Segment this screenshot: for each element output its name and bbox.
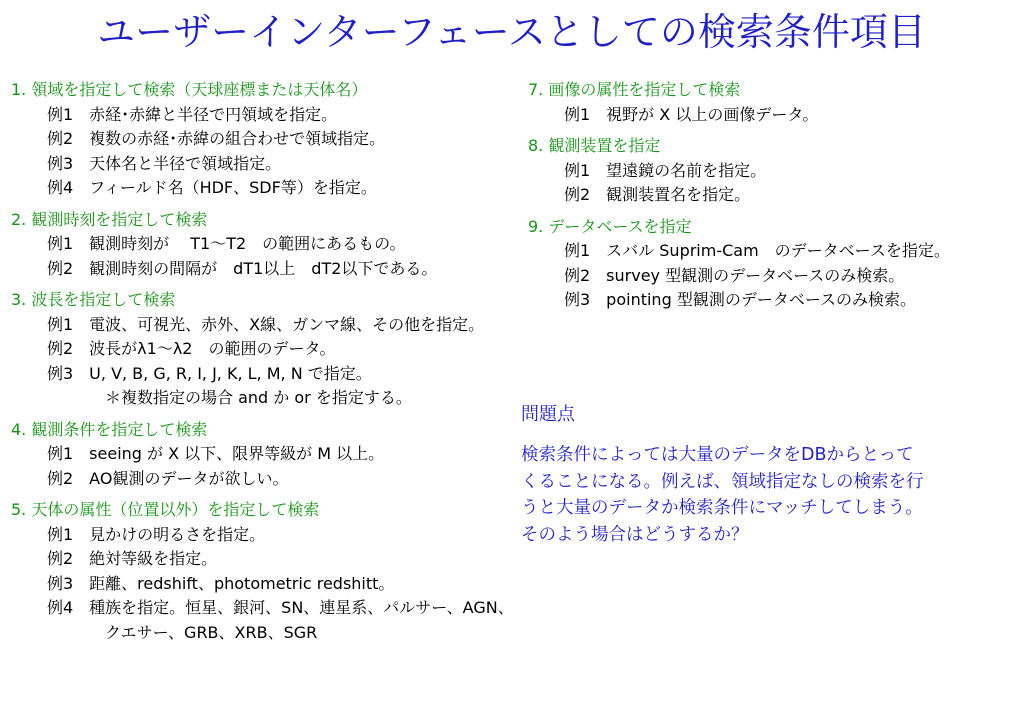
section-conditions [11, 418, 591, 492]
problem-title: 問題点 [521, 404, 575, 425]
example-item: 例1 観測時刻が T1～T2 の範囲にあるもの。 [47, 234, 406, 253]
problem-line: そのよう場合はどうするか？ [521, 524, 749, 545]
section-image-attributes [528, 78, 1018, 127]
example-item: 例1 seeing が X 以下、限界等級が M 以上。 [47, 444, 385, 463]
section-heading: 3. 波長を指定して検索 [11, 290, 176, 309]
section-heading: 1. 領域を指定して検索（天球座標または天体名） [11, 80, 368, 99]
example-item: 例3 U, V, B, G, R, I, J, K, L, M, N で指定。 [47, 363, 372, 383]
example-item: 例3 pointing 型観測のデータベースのみ検索。 [564, 290, 917, 309]
example-item: 例3 距離、redshift、photometric redshitt。 [47, 573, 395, 593]
example-item: 例2 波長がλ1～λ2 の範囲のデータ。 [47, 339, 336, 358]
section-instrument [528, 134, 1018, 208]
page-title: ユーザーインターフェースとしての検索条件項目 [97, 10, 926, 54]
problem-line: うと大量のデータか検索条件にマッチしてしまう。 [521, 498, 923, 518]
example-item: 例2 複数の赤経･赤緯の組合わせで領域指定。 [47, 129, 386, 148]
example-item: 例4 種族を指定。恒星、銀河、SN、連星系、パルサー、AGN、 [47, 598, 514, 617]
section-heading: 4. 観測条件を指定して検索 [11, 419, 208, 439]
section-wavelength [11, 288, 591, 411]
example-item: 例2 絶対等級を指定。 [47, 549, 218, 568]
example-item: 例1 スバル Suprim-Cam のデータベースを指定。 [564, 241, 950, 260]
section-heading: 5. 天体の属性（位置以外）を指定して検索 [11, 500, 320, 519]
section-region [11, 78, 591, 201]
example-note: ＊複数指定の場合 and か or を指定する。 [105, 388, 412, 407]
example-item: 例1 視野が X 以上の画像データ。 [564, 104, 819, 124]
example-item: 例3 天体名と半径で領域指定。 [47, 153, 282, 173]
section-heading: 2. 観測時刻を指定して検索 [11, 209, 208, 229]
example-item: 例2 survey 型観測のデータベースのみ検索。 [564, 265, 905, 285]
problem-line: 検索条件によっては大量のデータをDBからとって [521, 445, 914, 465]
example-item: 例1 見かけの明るさを指定。 [47, 524, 266, 544]
section-database [528, 215, 1018, 313]
example-item: 例1 赤経･赤緯と半径で円領域を指定。 [47, 104, 338, 124]
example-item: 例2 AO観測のデータが欲しい。 [47, 468, 289, 488]
example-item: 例2 観測時刻の間隔が dT1以上 dT2以下である。 [47, 258, 438, 278]
problem-line: くることになる。例えば、領域指定なしの検索を行 [521, 471, 924, 492]
section-time [11, 208, 591, 282]
example-item: 例1 電波、可視光、赤外、X線、ガンマ線、その他を指定。 [47, 314, 485, 334]
example-item: 例4 フィールド名（HDF、SDF等）を指定。 [47, 178, 377, 197]
example-note: クエサー、GRB、XRB、SGR [105, 622, 318, 642]
section-heading: 7. 画像の属性を指定して検索 [528, 80, 741, 99]
section-heading: 9. データベースを指定 [528, 216, 692, 236]
example-item: 例1 望遠鏡の名前を指定。 [564, 160, 767, 180]
example-item: 例2 観測装置名を指定。 [564, 185, 751, 204]
problem-body [521, 442, 1016, 548]
section-heading: 8. 観測装置を指定 [528, 136, 661, 155]
section-object-attributes [11, 498, 591, 645]
left-column [11, 78, 591, 652]
problem-box [521, 402, 1016, 548]
right-column [528, 78, 1018, 320]
